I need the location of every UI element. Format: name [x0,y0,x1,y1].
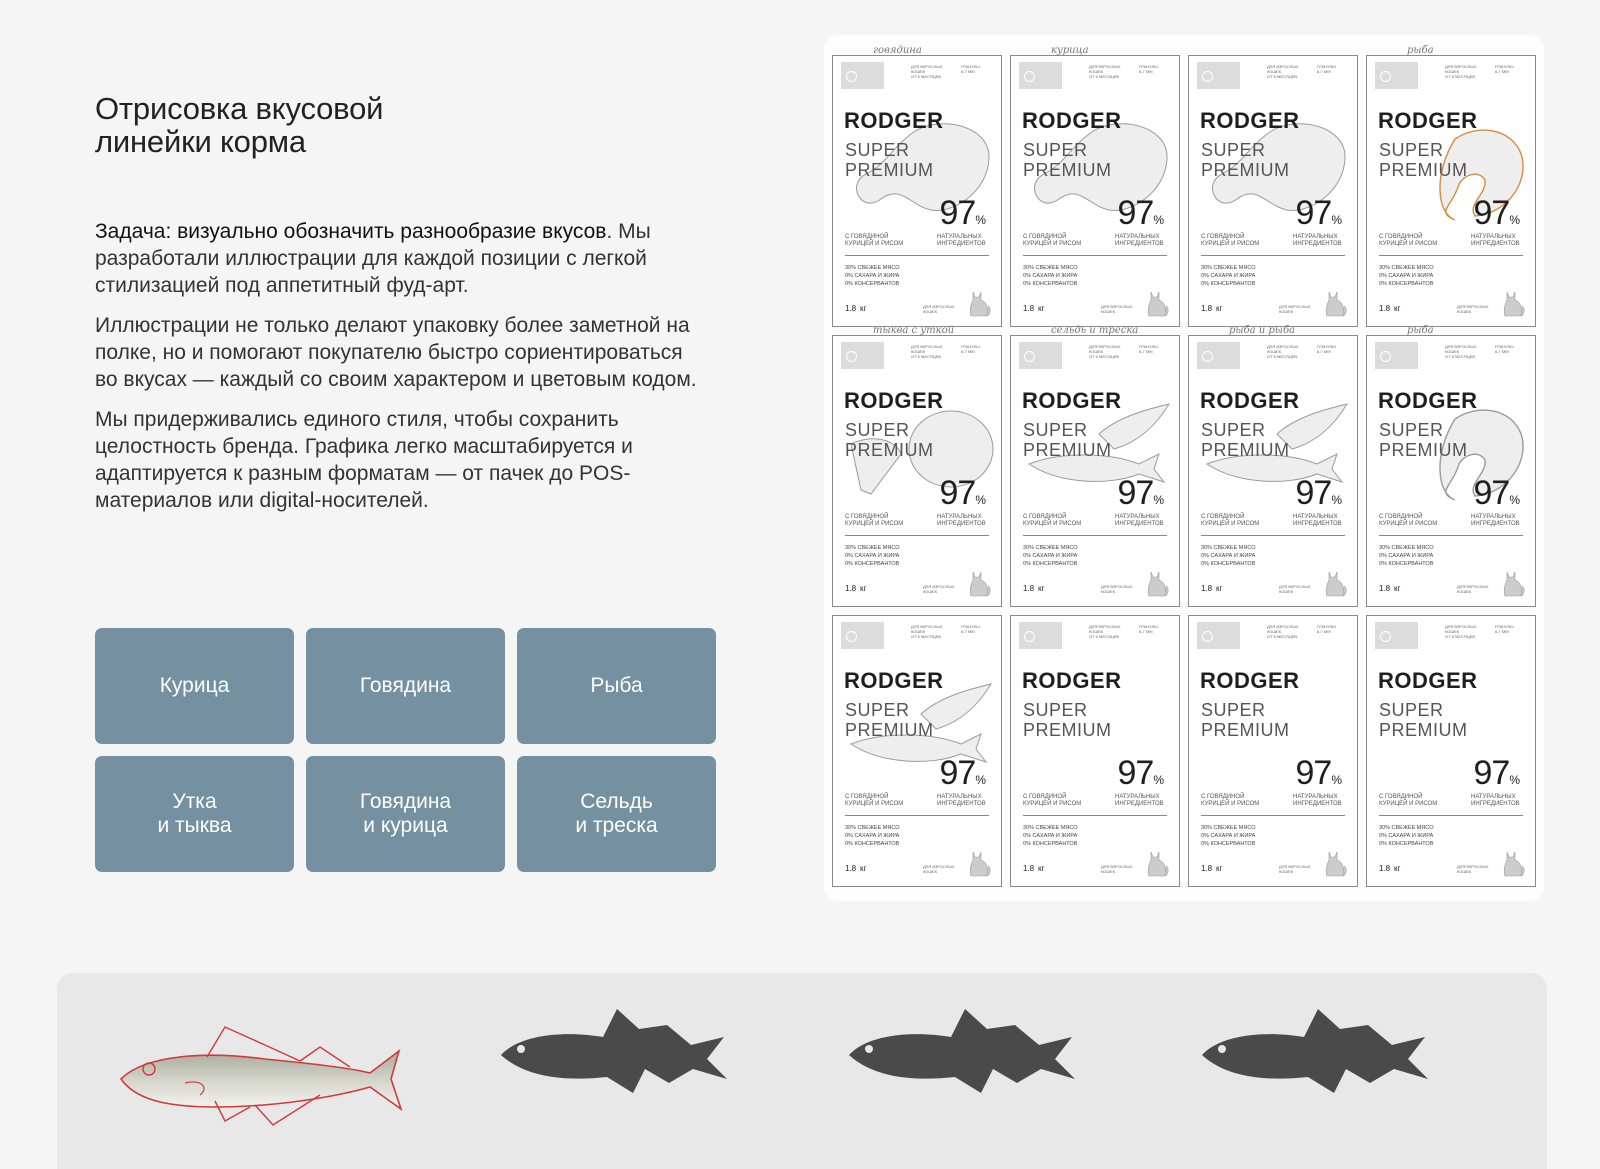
sketch-note: говядина [873,45,922,56]
flavor-caption: С ГОВЯДИНОЙ КУРИЦЕЙ И РИСОМ [1379,234,1438,247]
composition-list: 30% СВЕЖЕЕ МЯСО 0% САХАРА И ЖИРА 0% КОНСЕРВАНТОВ [1023,265,1078,287]
top-right-text: ГРАНУЛЫ 6-7 ММ [1139,344,1158,354]
badge-block [1197,342,1240,369]
flavor-tile-duck-pumpkin: Утка и тыква [95,756,294,872]
flavor-tile-beef-chicken: Говядина и курица [306,756,505,872]
badge-block [841,62,884,89]
brand-logo: RODGER [1378,388,1478,413]
brand-logo: RODGER [1022,388,1122,413]
top-left-text: ДЛЯ ВЗРОСЛЫХ КОШЕК ОТ 6 МЕСЯЦЕВ [1089,624,1121,639]
product-line: SUPER PREMIUM [845,140,934,180]
flavor-caption: С ГОВЯДИНОЙ КУРИЦЕЙ И РИСОМ [845,794,904,807]
brand-logo: RODGER [1200,388,1300,413]
percent-value: 97% [939,754,985,792]
weight: 1.8 кг [1023,304,1045,313]
adult-label: ДЛЯ ВЗРОСЛЫХ КОШЕК [1457,304,1489,314]
brand-logo: RODGER [1200,668,1300,693]
weight: 1.8 кг [845,584,867,593]
top-right-text: ГРАНУЛЫ 6-7 ММ [961,64,980,74]
flavor-caption: С ГОВЯДИНОЙ КУРИЦЕЙ И РИСОМ [1023,514,1082,527]
package-sketch-card [1010,45,1180,327]
divider [1023,535,1167,536]
cat-icon [1323,288,1347,318]
composition-list: 30% СВЕЖЕЕ МЯСО 0% САХАРА И ЖИРА 0% КОНСЕРВАНТОВ [1023,545,1078,567]
top-left-text: ДЛЯ ВЗРОСЛЫХ КОШЕК ОТ 6 МЕСЯЦЕВ [1267,64,1299,79]
percent-value: 97% [1473,194,1519,232]
product-line: SUPER PREMIUM [1201,140,1290,180]
packaging-sketch-sheet [824,35,1544,901]
top-left-text: ДЛЯ ВЗРОСЛЫХ КОШЕК ОТ 6 МЕСЯЦЕВ [1089,64,1121,79]
composition-list: 30% СВЕЖЕЕ МЯСО 0% САХАРА И ЖИРА 0% КОНСЕРВАНТОВ [845,265,900,287]
adult-label: ДЛЯ ВЗРОСЛЫХ КОШЕК [1101,304,1133,314]
natural-caption: НАТУРАЛЬНЫХ ИНГРЕДИЕНТОВ [1115,794,1164,807]
top-right-text: ГРАНУЛЫ 6-7 ММ [961,624,980,634]
badge-block [1375,622,1418,649]
top-left-text: ДЛЯ ВЗРОСЛЫХ КОШЕК ОТ 6 МЕСЯЦЕВ [911,64,943,79]
weight: 1.8 кг [845,304,867,313]
product-line: SUPER PREMIUM [1379,140,1468,180]
flavor-tile-chicken: Курица [95,628,294,744]
natural-caption: НАТУРАЛЬНЫХ ИНГРЕДИЕНТОВ [1115,234,1164,247]
percent-value: 97% [1295,754,1341,792]
weight: 1.8 кг [1023,864,1045,873]
top-left-text: ДЛЯ ВЗРОСЛЫХ КОШЕК ОТ 6 МЕСЯЦЕВ [911,624,943,639]
percent-value: 97% [939,474,985,512]
natural-caption: НАТУРАЛЬНЫХ ИНГРЕДИЕНТОВ [1471,514,1520,527]
sketch-note: сельдь и треска [1051,325,1139,336]
description-p2: Иллюстрации не только делают упаковку более заметной на полке, но и помогают покупателю быстро сориентироваться во вкусах — каждый со своим характером и цветовым кодом. [95,314,697,391]
cat-icon [1501,288,1525,318]
description [95,218,705,527]
flavor-caption: С ГОВЯДИНОЙ КУРИЦЕЙ И РИСОМ [1379,794,1438,807]
divider [1379,535,1523,536]
package-sketch-card [1366,45,1536,327]
top-right-text: ГРАНУЛЫ 6-7 ММ [1495,344,1514,354]
top-left-text: ДЛЯ ВЗРОСЛЫХ КОШЕК ОТ 6 МЕСЯЦЕВ [1267,344,1299,359]
adult-label: ДЛЯ ВЗРОСЛЫХ КОШЕК [1279,864,1311,874]
percent-value: 97% [1117,754,1163,792]
divider [845,255,989,256]
package-sketch-card [832,615,1002,887]
weight: 1.8 кг [1379,864,1401,873]
natural-caption: НАТУРАЛЬНЫХ ИНГРЕДИЕНТОВ [937,794,986,807]
flavor-caption: С ГОВЯДИНОЙ КУРИЦЕЙ И РИСОМ [1201,514,1260,527]
sketch-note: курица [1051,45,1089,56]
cat-icon [1145,288,1169,318]
percent-value: 97% [939,194,985,232]
product-line: SUPER PREMIUM [1023,420,1112,460]
composition-list: 30% СВЕЖЕЕ МЯСО 0% САХАРА И ЖИРА 0% КОНСЕРВАНТОВ [845,825,900,847]
fish-silhouette-icon [1200,1007,1455,1097]
top-left-text: ДЛЯ ВЗРОСЛЫХ КОШЕК ОТ 6 МЕСЯЦЕВ [1445,64,1477,79]
brand-logo: RODGER [844,108,944,133]
natural-caption: НАТУРАЛЬНЫХ ИНГРЕДИЕНТОВ [1293,234,1342,247]
flavor-caption: С ГОВЯДИНОЙ КУРИЦЕЙ И РИСОМ [845,234,904,247]
badge-block [1375,62,1418,89]
adult-label: ДЛЯ ВЗРОСЛЫХ КОШЕК [1457,584,1489,594]
badge-block [1197,622,1240,649]
cat-icon [1145,848,1169,878]
flavor-caption: С ГОВЯДИНОЙ КУРИЦЕЙ И РИСОМ [1201,234,1260,247]
package-sketch-card [1188,55,1358,327]
top-right-text: ГРАНУЛЫ 6-7 ММ [1317,64,1336,74]
product-line: SUPER PREMIUM [1379,700,1468,740]
percent-value: 97% [1473,754,1519,792]
badge-block [1375,342,1418,369]
brand-logo: RODGER [1200,108,1300,133]
flavor-caption: С ГОВЯДИНОЙ КУРИЦЕЙ И РИСОМ [1379,514,1438,527]
weight: 1.8 кг [1201,304,1223,313]
composition-list: 30% СВЕЖЕЕ МЯСО 0% САХАРА И ЖИРА 0% КОНСЕРВАНТОВ [1379,825,1434,847]
top-right-text: ГРАНУЛЫ 6-7 ММ [1139,64,1158,74]
badge-block [1019,622,1062,649]
weight: 1.8 кг [1379,304,1401,313]
brand-logo: RODGER [1022,108,1122,133]
product-line: SUPER PREMIUM [1379,420,1468,460]
divider [1023,255,1167,256]
natural-caption: НАТУРАЛЬНЫХ ИНГРЕДИЕНТОВ [1293,514,1342,527]
flavor-tile-fish: Рыба [517,628,716,744]
product-line: SUPER PREMIUM [1023,700,1112,740]
product-line: SUPER PREMIUM [1201,420,1290,460]
divider [845,535,989,536]
task-details: . Мы разработали иллюстрации для каждой позиции с легкой стилизацией под аппетитный фуд-арт. [95,220,651,297]
top-left-text: ДЛЯ ВЗРОСЛЫХ КОШЕК ОТ 6 МЕСЯЦЕВ [1089,344,1121,359]
top-right-text: ГРАНУЛЫ 6-7 ММ [1495,64,1514,74]
flavor-caption: С ГОВЯДИНОЙ КУРИЦЕЙ И РИСОМ [1201,794,1260,807]
divider [1201,535,1345,536]
top-left-text: ДЛЯ ВЗРОСЛЫХ КОШЕК ОТ 6 МЕСЯЦЕВ [1445,344,1477,359]
adult-label: ДЛЯ ВЗРОСЛЫХ КОШЕК [1279,584,1311,594]
adult-label: ДЛЯ ВЗРОСЛЫХ КОШЕК [1457,864,1489,874]
sketch-note: тыква с уткой [873,325,955,336]
weight: 1.8 кг [1201,584,1223,593]
natural-caption: НАТУРАЛЬНЫХ ИНГРЕДИЕНТОВ [1293,794,1342,807]
badge-block [841,622,884,649]
composition-list: 30% СВЕЖЕЕ МЯСО 0% САХАРА И ЖИРА 0% КОНСЕРВАНТОВ [1379,545,1434,567]
package-sketch-card [1010,325,1180,607]
brand-logo: RODGER [1378,668,1478,693]
top-left-text: ДЛЯ ВЗРОСЛЫХ КОШЕК ОТ 6 МЕСЯЦЕВ [1267,624,1299,639]
top-right-text: ГРАНУЛЫ 6-7 ММ [1495,624,1514,634]
description-p3: Мы придерживались единого стиля, чтобы сохранить целостность бренда. Графика легко масштабируется и адаптируется к разным форматам — от пачек до POS-материалов или digital-носителей. [95,408,633,512]
flavor-caption: С ГОВЯДИНОЙ КУРИЦЕЙ И РИСОМ [1023,794,1082,807]
brand-logo: RODGER [1022,668,1122,693]
cat-icon [967,288,991,318]
adult-label: ДЛЯ ВЗРОСЛЫХ КОШЕК [923,584,955,594]
top-right-text: ГРАНУЛЫ 6-7 ММ [1317,344,1336,354]
package-sketch-card [1188,325,1358,607]
product-line: SUPER PREMIUM [845,700,934,740]
composition-list: 30% СВЕЖЕЕ МЯСО 0% САХАРА И ЖИРА 0% КОНСЕРВАНТОВ [1201,265,1256,287]
badge-block [841,342,884,369]
flavor-tiles [95,628,716,872]
package-sketch-card [1366,325,1536,607]
divider [845,815,989,816]
adult-label: ДЛЯ ВЗРОСЛЫХ КОШЕК [923,304,955,314]
fish-illustration-band [57,973,1547,1169]
adult-label: ДЛЯ ВЗРОСЛЫХ КОШЕК [1279,304,1311,314]
cat-icon [1323,848,1347,878]
composition-list: 30% СВЕЖЕЕ МЯСО 0% САХАРА И ЖИРА 0% КОНСЕРВАНТОВ [1379,265,1434,287]
divider [1379,815,1523,816]
fish-silhouette-icon [847,1007,1102,1097]
weight: 1.8 кг [845,864,867,873]
top-left-text: ДЛЯ ВЗРОСЛЫХ КОШЕК ОТ 6 МЕСЯЦЕВ [911,344,943,359]
adult-label: ДЛЯ ВЗРОСЛЫХ КОШЕК [923,864,955,874]
product-line: SUPER PREMIUM [845,420,934,460]
package-sketch-card [832,325,1002,607]
divider [1379,255,1523,256]
cat-icon [1501,568,1525,598]
package-sketch-card [1366,615,1536,887]
page-title: Отрисовка вкусовой линейки корма [95,91,384,159]
product-line: SUPER PREMIUM [1023,140,1112,180]
brand-logo: RODGER [844,388,944,413]
cat-icon [967,848,991,878]
cat-icon [967,568,991,598]
weight: 1.8 кг [1023,584,1045,593]
package-sketch-card [1010,615,1180,887]
flavor-tile-herring-cod: Сельдь и треска [517,756,716,872]
sketch-note: рыба [1407,45,1434,56]
top-right-text: ГРАНУЛЫ 6-7 ММ [1317,624,1336,634]
natural-caption: НАТУРАЛЬНЫХ ИНГРЕДИЕНТОВ [1115,514,1164,527]
brand-logo: RODGER [1378,108,1478,133]
divider [1201,255,1345,256]
package-sketch-card [1188,615,1358,887]
cat-icon [1501,848,1525,878]
composition-list: 30% СВЕЖЕЕ МЯСО 0% САХАРА И ЖИРА 0% КОНСЕРВАНТОВ [1201,545,1256,567]
badge-block [1019,342,1062,369]
flavor-caption: С ГОВЯДИНОЙ КУРИЦЕЙ И РИСОМ [1023,234,1082,247]
product-line: SUPER PREMIUM [1201,700,1290,740]
natural-caption: НАТУРАЛЬНЫХ ИНГРЕДИЕНТОВ [1471,234,1520,247]
percent-value: 97% [1117,474,1163,512]
sketch-note: рыба и рыба [1229,325,1296,336]
flavor-caption: С ГОВЯДИНОЙ КУРИЦЕЙ И РИСОМ [845,514,904,527]
natural-caption: НАТУРАЛЬНЫХ ИНГРЕДИЕНТОВ [937,234,986,247]
adult-label: ДЛЯ ВЗРОСЛЫХ КОШЕК [1101,584,1133,594]
percent-value: 97% [1473,474,1519,512]
cat-icon [1323,568,1347,598]
fish-silhouette-icon [499,1007,754,1097]
percent-value: 97% [1295,474,1341,512]
description-p1 [95,218,705,299]
sketch-note: рыба [1407,325,1434,336]
flavor-tile-beef: Говядина [306,628,505,744]
weight: 1.8 кг [1379,584,1401,593]
top-right-text: ГРАНУЛЫ 6-7 ММ [1139,624,1158,634]
package-sketch-card [832,45,1002,327]
adult-label: ДЛЯ ВЗРОСЛЫХ КОШЕК [1101,864,1133,874]
top-left-text: ДЛЯ ВЗРОСЛЫХ КОШЕК ОТ 6 МЕСЯЦЕВ [1445,624,1477,639]
fish-photo-outline-icon [115,1021,405,1131]
badge-block [1019,62,1062,89]
composition-list: 30% СВЕЖЕЕ МЯСО 0% САХАРА И ЖИРА 0% КОНСЕРВАНТОВ [845,545,900,567]
percent-value: 97% [1117,194,1163,232]
composition-list: 30% СВЕЖЕЕ МЯСО 0% САХАРА И ЖИРА 0% КОНСЕРВАНТОВ [1201,825,1256,847]
cat-icon [1145,568,1169,598]
composition-list: 30% СВЕЖЕЕ МЯСО 0% САХАРА И ЖИРА 0% КОНСЕРВАНТОВ [1023,825,1078,847]
natural-caption: НАТУРАЛЬНЫХ ИНГРЕДИЕНТОВ [937,514,986,527]
divider [1023,815,1167,816]
divider [1201,815,1345,816]
badge-block [1197,62,1240,89]
top-right-text: ГРАНУЛЫ 6-7 ММ [961,344,980,354]
weight: 1.8 кг [1201,864,1223,873]
natural-caption: НАТУРАЛЬНЫХ ИНГРЕДИЕНТОВ [1471,794,1520,807]
percent-value: 97% [1295,194,1341,232]
brand-logo: RODGER [844,668,944,693]
task-statement: Задача: визуально обозначить разнообразие вкусов [95,220,607,243]
